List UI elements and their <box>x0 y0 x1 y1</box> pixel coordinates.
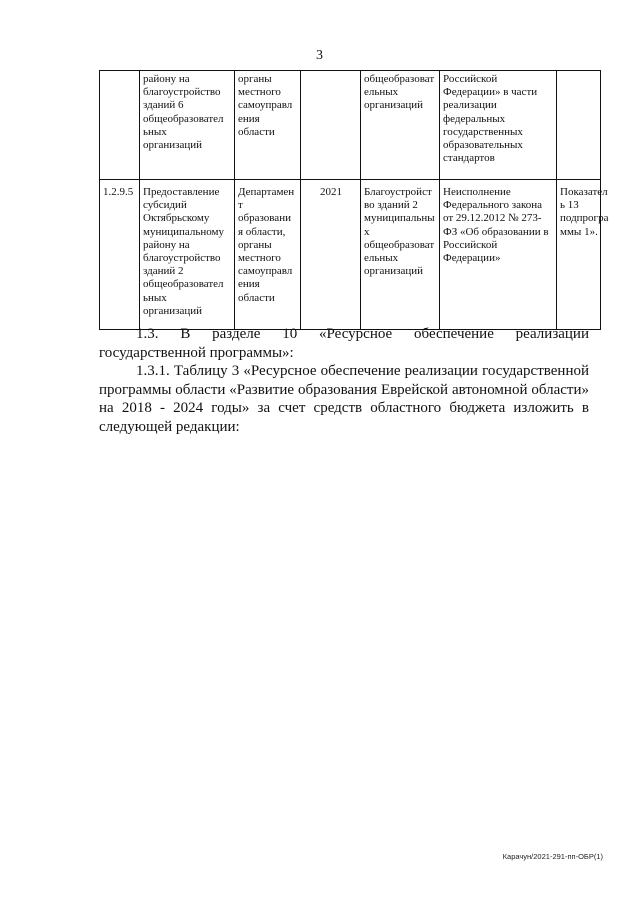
document-code: Карачун/2021-291-пп-ОБР(1) <box>502 852 603 861</box>
paragraph-section-10: 1.3. В разделе 10 «Ресурсное обеспечение реализации государственной программы»: <box>99 326 589 361</box>
table-row <box>100 180 601 330</box>
cell-year: 2021 <box>301 180 361 330</box>
cell-measure-name: Предоставление субсидий Октябрьскому муниципальному району на благоустройство зданий 2 общеобразовател ьных организаций <box>140 180 235 330</box>
cell-executor: органы местного самоуправл ения области <box>235 71 301 180</box>
cell-indicator <box>557 71 601 180</box>
measures-table <box>99 70 609 330</box>
cell-year <box>301 71 361 180</box>
cell-executor: Департамен т образовани я области, органы местного самоуправл ения области <box>235 180 301 330</box>
table-row <box>100 71 601 180</box>
cell-consequence: Неисполнение Федерального закона от 29.12.2012 № 273- ФЗ «Об образовании в Российской Федерации» <box>440 180 557 330</box>
cell-expected-result: общеобразоват ельных организаций <box>361 71 440 180</box>
cell-consequence: Российской Федерации» в части реализации федеральных государственных образовательных стандартов <box>440 71 557 180</box>
page-number: 3 <box>316 48 323 63</box>
cell-number <box>100 71 140 180</box>
paragraph-table-3: 1.3.1. Таблицу 3 «Ресурсное обеспечение реализации государственной программы области «Развитие образования Еврейской автономной области» на 2018 - 2024 годы» за счет средств областного бюджета изложить в следующей редакции: <box>99 363 589 435</box>
cell-measure-name: району на благоустройство зданий 6 общеобразовател ьных организаций <box>140 71 235 180</box>
cell-indicator: Показател ь 13 подпрогра ммы 1». <box>557 180 601 330</box>
cell-number: 1.2.9.5 <box>100 180 140 330</box>
cell-expected-result: Благоустройст во зданий 2 муниципальны х общеобразоват ельных организаций <box>361 180 440 330</box>
